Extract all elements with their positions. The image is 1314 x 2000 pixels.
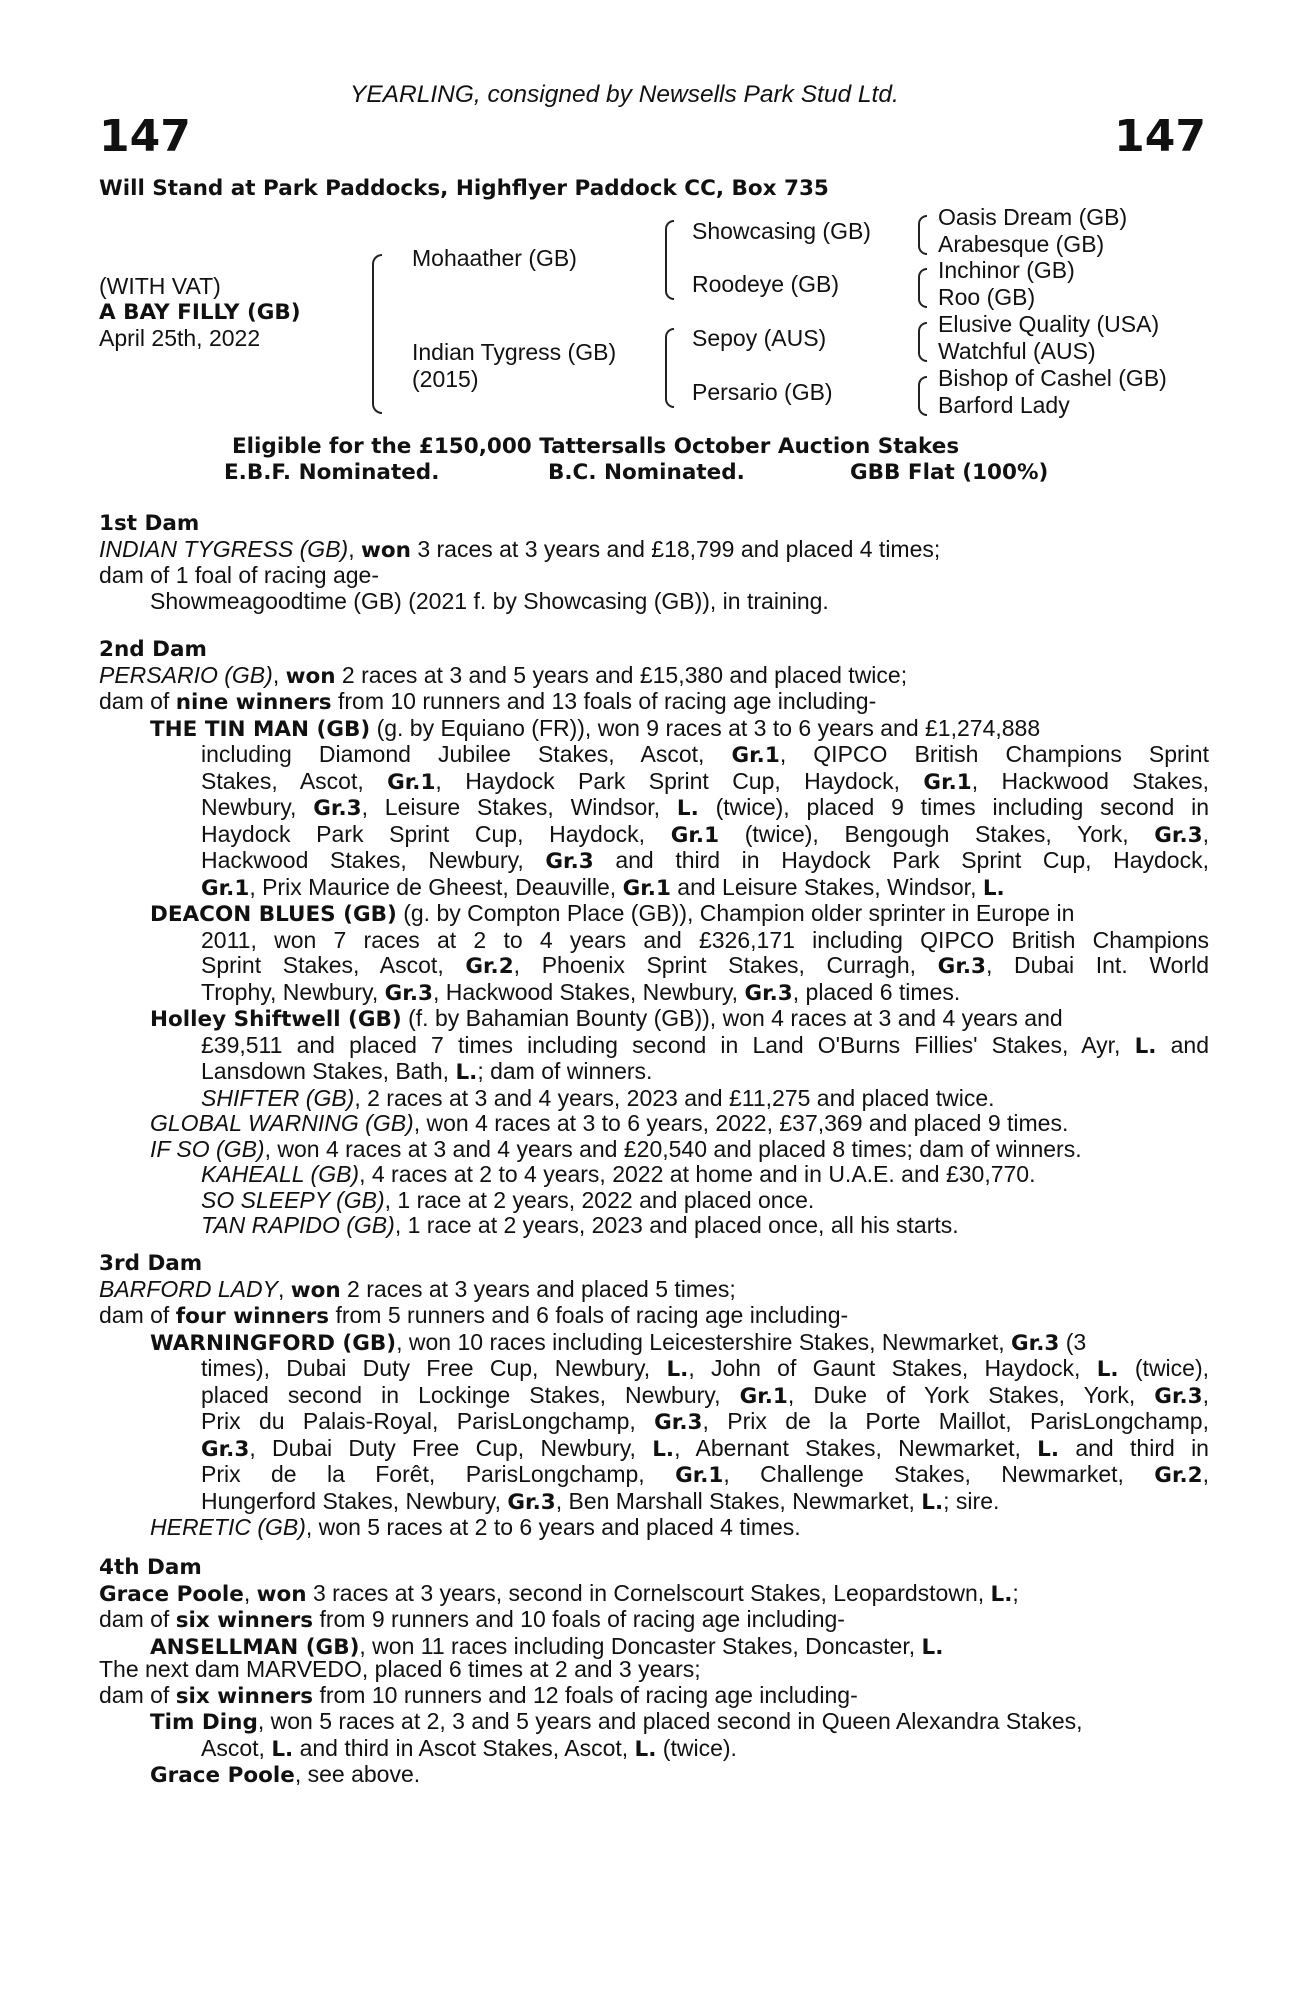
- global-warning-record: , won 4 races at 3 to 6 years, 2022, £37,369 and placed 9 times.: [413, 1110, 1069, 1136]
- pedigree-dam-year: (2015): [412, 366, 479, 392]
- vat-note: (WITH VAT): [99, 273, 221, 299]
- pedigree-dam-sire: Sepoy (AUS): [692, 325, 827, 351]
- if-so-name: IF SO (GB): [150, 1135, 265, 1162]
- fourth-dam-record: 3 races at 3 years, second in Cornelscourt Stakes, Leopardstown,: [306, 1579, 991, 1606]
- heretic-name: HERETIC (GB): [150, 1514, 306, 1540]
- progeny-global-warning: [99, 1111, 1209, 1137]
- kaheall-name: KAHEALL (GB): [201, 1161, 360, 1187]
- brace-gg1: [918, 215, 927, 255]
- won-label: won: [290, 1277, 341, 1303]
- progeny-the-tin-man: THE TIN MAN (GB) (g. by Equiano (FR)), won 9 races at 3 to 6 years and £1,274,888 including Diamond Jubilee Stakes, Ascot, Gr.1, QIPCO British Champions Sprint Stakes, Ascot, Gr.1, Haydock Park Sprint Cup, Haydock, Gr.1, Hackwood Stakes, Newbury, Gr.3, Leisure Stakes, Windsor, L. (twice), placed 9 times including second in Haydock Park Sprint Cup, Haydock, Gr.1 (twice), Bengough Stakes, York, Gr.3, Hackwood Stakes, Newbury, Gr.3 and third in Haydock Park Sprint Cup, Haydock, Gr.1, Prix Maurice de Gheest, Deauville, Gr.1 and Leisure Stakes, Windsor, L.: [150, 714, 1209, 901]
- ansellman-name: ANSELLMAN (GB): [150, 1634, 360, 1660]
- lot-number-left: 147: [99, 111, 191, 162]
- deacon-blues-name: DEACON BLUES (GB): [150, 902, 397, 927]
- eligibility-stakes: Eligible for the £150,000 Tattersalls October Auction Stakes: [232, 434, 960, 459]
- brace-sire: [665, 220, 674, 300]
- warningford-record: , won 10 races including Leicestershire Stakes, Newmarket,: [396, 1328, 1012, 1355]
- brace-gg3: [918, 322, 927, 362]
- third-dam-winners: four winners: [175, 1304, 330, 1329]
- deacon-blues-record: (g. by Compton Place (GB)), Champion older sprinter in Europe in: [396, 900, 1075, 926]
- third-dam-record: 2 races at 3 years and placed 5 times;: [340, 1275, 736, 1302]
- progeny-so-sleepy: [99, 1188, 1209, 1214]
- pedigree-dam: Indian Tygress (GB): [412, 339, 617, 365]
- third-dam-runners: from 5 runners and 6 foals of racing age including-: [329, 1302, 849, 1328]
- progeny-tim-ding: [99, 1709, 1209, 1762]
- won-label: won: [360, 537, 411, 563]
- next-dam-intro: The next dam MARVEDO, placed 6 times at 2 and 3 years;: [99, 1656, 701, 1682]
- holley-shiftwell-record: (f. by Bahamian Bounty (GB)), won 4 races at 3 and 4 years and: [401, 1005, 1063, 1031]
- second-dam-record: 2 races at 3 and 5 years and £15,380 and placed twice;: [335, 661, 908, 688]
- third-dam-section: 3rd Dam BARFORD LADY, won 2 races at 3 years and placed 5 times; dam of four winners from 5 runners and 6 foals of racing age including- WARNINGFORD (GB), won 10 races including Leicestershire Stakes, Newmarket, Gr.3 (3 times), Dubai Duty Free Cup, Newbury, L., John of Gaunt Stakes, Haydock, L. (twice), placed second in Lockinge Stakes, Newbury, Gr.1, Duke of York Stakes, York, Gr.3, Prix du Palais-Royal, ParisLongchamp, Gr.3, Prix de la Porte Maillot, ParisLongchamp, Gr.3, Dubai Duty Free Cup, Newbury, L., Abernant Stakes, Newmarket, L. and third in Prix de la Forêt, ParisLongchamp, Gr.1, Challenge Stakes, Newmarket, Gr.2, Hungerford Stakes, Newbury, Gr.3, Ben Marshall Stakes, Newmarket, L.; sire. HERETIC (GB), won 5 races at 2 to 6 years and placed 4 times.: [99, 1251, 1210, 1540]
- heretic-record: , won 5 races at 2 to 6 years and placed 4 times.: [305, 1514, 801, 1540]
- pedigree-dds: Bishop of Cashel (GB): [938, 365, 1167, 391]
- so-sleepy-name: SO SLEEPY (GB): [201, 1186, 385, 1213]
- warningford-name: WARNINGFORD (GB): [150, 1330, 397, 1356]
- dam-of-label: dam of: [99, 1606, 176, 1632]
- brace-gg4: [918, 376, 927, 416]
- tim-ding-record-2a: Ascot,: [201, 1734, 272, 1761]
- first-dam-heading: 1st Dam: [99, 511, 200, 536]
- tim-ding-record-2b: and third in Ascot Stakes, Ascot,: [293, 1734, 635, 1761]
- second-dam-section: 2nd Dam PERSARIO (GB), won 2 races at 3 and 5 years and £15,380 and placed twice; dam of nine winners from 10 runners and 13 foals of racing age including- THE TIN MAN (GB) (g. by Equiano (FR)), won 9 races at 3 to 6 years and £1,274,888 including Diamond Jubilee Stakes, Ascot, Gr.1, QIPCO British Champions Sprint Stakes, Ascot, Gr.1, Haydock Park Sprint Cup, Haydock, Gr.1, Hackwood Stakes, Newbury, Gr.3, Leisure Stakes, Windsor, L. (twice), placed 9 times including second in Haydock Park Sprint Cup, Haydock, Gr.1 (twice), Bengough Stakes, York, Gr.3, Hackwood Stakes, Newbury, Gr.3 and third in Haydock Park Sprint Cup, Haydock, Gr.1, Prix Maurice de Gheest, Deauville, Gr.1 and Leisure Stakes, Windsor, L. DEACON BLUES (GB) (g. by Compton Place (GB)), Champion older sprinter in Europe in 2011, won 7 races at 2 to 4 years and £326,171 including QIPCO British Champions Sprint Stakes, Ascot, Gr.2, Phoenix Sprint Stakes, Curragh, Gr.3, Dubai Int. World Trophy, Newbury, Gr.3, Hackwood Stakes, Newbury, Gr.3, placed 6 times. Holley Shiftwell (GB) (f. by Bahamian Bounty (GB)), won 4 races at 3 and 4 years and £39,511 and placed 7 times including second in Land O'Burns Fillies' Stakes, Ayr, L. and Lansdown Stakes, Bath, L.; dam of winners. SHIFTER (GB), 2 races at 3 and 4 years, 2023 and £11,275 and placed twice. GLOBAL WARNING (GB), won 4 races at 3 to 6 years, 2022, £37,369 and placed 9 times. IF SO (GB), won 4 races at 3 and 4 years and £20,540 and placed 8 times; dam of winners. KAHEALL (GB), 4 races at 2 to 4 years, 2022 at home and in U.A.E. and £30,770. SO SLEEPY (GB), 1 race at 2 years, 2022 and placed once. TAN RAPIDO (GB), 1 race at 2 years, 2023 and placed once, all his starts.: [99, 637, 1210, 1238]
- shifter-record: , 2 races at 3 and 4 years, 2023 and £11,275 and placed twice.: [354, 1084, 995, 1111]
- ebf-nominated: E.B.F. Nominated.: [224, 460, 440, 485]
- stand-location: Will Stand at Park Paddocks, Highflyer Paddock CC, Box 735: [99, 176, 829, 201]
- dam-of-label: dam of: [99, 688, 176, 714]
- third-dam-heading: 3rd Dam: [99, 1251, 203, 1276]
- progeny-if-so: [99, 1137, 1209, 1163]
- progeny-deacon-blues: DEACON BLUES (GB) (g. by Compton Place (GB)), Champion older sprinter in Europe in 2011, won 7 races at 2 to 4 years and £326,171 including QIPCO British Champions Sprint Stakes, Ascot, Gr.2, Phoenix Sprint Stakes, Curragh, Gr.3, Dubai Int. World Trophy, Newbury, Gr.3, Hackwood Stakes, Newbury, Gr.3, placed 6 times.: [150, 900, 1210, 1006]
- punctuation: ;: [1012, 1579, 1019, 1606]
- holley-shiftwell-name: Holley Shiftwell (GB): [150, 1007, 402, 1032]
- first-dam-record: 3 races at 3 years and £18,799 and placed 4 times;: [410, 535, 941, 562]
- grace-poole-record: , see above.: [294, 1761, 421, 1787]
- grace-poole-name: Grace Poole: [150, 1763, 295, 1788]
- first-dam-produce: dam of 1 foal of racing age-: [99, 562, 379, 588]
- progeny-heretic: [99, 1515, 1209, 1541]
- listed-label: L.: [634, 1736, 657, 1762]
- tim-ding-record-2c: (twice).: [656, 1734, 737, 1761]
- pedigree-dsd: Watchful (AUS): [938, 338, 1096, 364]
- horse-name: A BAY FILLY (GB): [99, 300, 301, 325]
- progeny-holley-shiftwell: Holley Shiftwell (GB) (f. by Bahamian Bounty (GB)), won 4 races at 3 and 4 years and £39,511 and placed 7 times including second in Land O'Burns Fillies' Stakes, Ayr, L. and Lansdown Stakes, Bath, L.; dam of winners. SHIFTER (GB), 2 races at 3 and 4 years, 2023 and £11,275 and placed twice.: [150, 1005, 1210, 1111]
- progeny-warningford: WARNINGFORD (GB), won 10 races including Leicestershire Stakes, Newmarket, Gr.3 (3 times), Dubai Duty Free Cup, Newbury, L., John of Gaunt Stakes, Haydock, L. (twice), placed second in Lockinge Stakes, Newbury, Gr.1, Duke of York Stakes, York, Gr.3, Prix du Palais-Royal, ParisLongchamp, Gr.3, Prix de la Porte Maillot, ParisLongchamp, Gr.3, Dubai Duty Free Cup, Newbury, L., Abernant Stakes, Newmarket, L. and third in Prix de la Forêt, ParisLongchamp, Gr.1, Challenge Stakes, Newmarket, Gr.2, Hungerford Stakes, Newbury, Gr.3, Ben Marshall Stakes, Newmarket, L.; sire.: [150, 1328, 1210, 1515]
- lot-number-right: 147: [1114, 111, 1206, 162]
- pedigree-sire-dam: Roodeye (GB): [692, 271, 840, 297]
- fourth-dam-section: 4th Dam Grace Poole, won 3 races at 3 years, second in Cornelscourt Stakes, Leopardstown, L.; dam of six winners from 9 runners and 10 foals of racing age including- ANSELLMAN (GB), won 11 races including Doncaster Stakes, Doncaster, L.: [99, 1555, 1209, 1660]
- third-dam-name: BARFORD LADY: [99, 1275, 278, 1302]
- gbb-flat: GBB Flat (100%): [850, 460, 1049, 485]
- pedigree-ddd: Barford Lady: [938, 392, 1070, 418]
- brace-main: [372, 254, 382, 414]
- pedigree-sds: Inchinor (GB): [938, 257, 1075, 283]
- tim-ding-record: , won 5 races at 2, 3 and 5 years and placed second in Queen Alexandra Stakes,: [257, 1708, 1083, 1734]
- dam-of-label: dam of: [99, 1681, 176, 1708]
- brace-gg2: [918, 268, 927, 308]
- kaheall-record: , 4 races at 2 to 4 years, 2022 at home and in U.A.E. and £30,770.: [359, 1161, 1036, 1187]
- fourth-dam-name: Grace Poole: [99, 1581, 244, 1607]
- so-sleepy-record: , 1 race at 2 years, 2022 and placed once.: [384, 1186, 815, 1213]
- ansellman-record: , won 11 races including Doncaster Stakes, Doncaster,: [359, 1632, 922, 1659]
- the-tin-man-record: (g. by Equiano (FR)), won 9 races at 3 to 6 years and £1,274,888: [370, 714, 1041, 741]
- second-dam-winners: nine winners: [175, 690, 332, 715]
- fourth-dam-heading: 4th Dam: [99, 1555, 202, 1580]
- first-dam-foal: Showmeagoodtime (GB) (2021 f. by Showcasing (GB)), in training.: [150, 587, 829, 614]
- progeny-grace-poole: [99, 1762, 1209, 1789]
- pedigree-sire: Mohaather (GB): [412, 245, 577, 271]
- next-dam-section: [99, 1657, 1209, 1789]
- second-dam-name: PERSARIO (GB): [99, 661, 273, 688]
- horse-dob: April 25th, 2022: [99, 325, 261, 351]
- progeny-tan-rapido: [99, 1213, 1209, 1239]
- tan-rapido-record: , 1 race at 2 years, 2023 and placed once, all his starts.: [394, 1212, 959, 1238]
- pedigree-dss: Elusive Quality (USA): [938, 311, 1160, 337]
- dam-of-label: dam of: [99, 1302, 176, 1328]
- second-dam-runners: from 10 runners and 13 foals of racing age including-: [331, 688, 877, 714]
- second-dam-heading: 2nd Dam: [99, 637, 207, 662]
- sale-subtitle: YEARLING, consigned by Newsells Park Stud Ltd.: [350, 81, 899, 108]
- global-warning-name: GLOBAL WARNING (GB): [150, 1110, 414, 1136]
- pedigree-sire-sire: Showcasing (GB): [692, 218, 871, 244]
- brace-dam: [665, 328, 674, 408]
- pedigree-dam-dam: Persario (GB): [692, 379, 833, 405]
- tan-rapido-name: TAN RAPIDO (GB): [201, 1212, 395, 1238]
- listed-label: L.: [271, 1736, 294, 1762]
- first-dam-name: INDIAN TYGRESS (GB): [99, 535, 349, 562]
- won-label: won: [285, 663, 336, 689]
- shifter-name: SHIFTER (GB): [201, 1084, 355, 1111]
- listed-label: L.: [990, 1581, 1013, 1607]
- the-tin-man-name: THE TIN MAN (GB): [150, 716, 371, 742]
- next-dam-runners: from 10 runners and 12 foals of racing age including-: [313, 1681, 858, 1708]
- won-label: won: [256, 1581, 307, 1607]
- bc-nominated: B.C. Nominated.: [548, 460, 745, 485]
- progeny-kaheall: [99, 1162, 1209, 1188]
- pedigree-sdd: Roo (GB): [938, 284, 1036, 310]
- fourth-dam-winners: six winners: [175, 1608, 314, 1633]
- if-so-record: , won 4 races at 3 and 4 years and £20,540 and placed 8 times; dam of winners.: [264, 1135, 1082, 1162]
- next-dam-winners: six winners: [175, 1683, 314, 1709]
- fourth-dam-runners: from 9 runners and 10 foals of racing age including-: [313, 1606, 845, 1632]
- tim-ding-name: Tim Ding: [150, 1710, 258, 1735]
- pedigree-sss: Oasis Dream (GB): [938, 204, 1128, 230]
- listed-label: L.: [921, 1634, 944, 1660]
- first-dam-section: 1st Dam INDIAN TYGRESS (GB), won 3 races at 3 years and £18,799 and placed 4 times; dam of 1 foal of racing age- Showmeagoodtime (GB) (2021 f. by Showcasing (GB)), in training.: [99, 511, 1209, 614]
- pedigree-ssd: Arabesque (GB): [938, 231, 1105, 257]
